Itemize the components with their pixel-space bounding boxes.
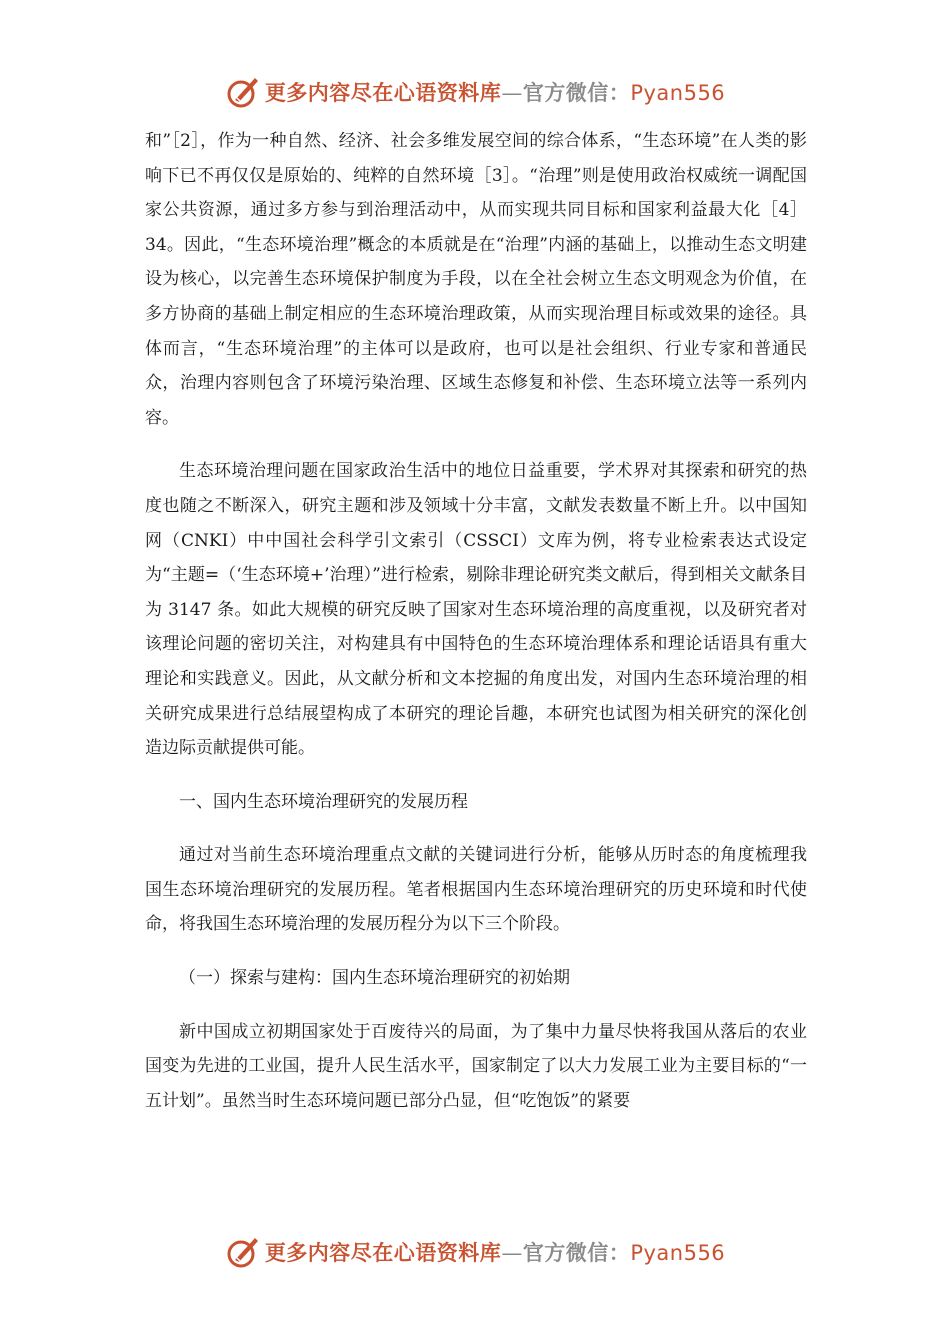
paragraph-4: 新中国成立初期国家处于百废待兴的局面，为了集中力量尽快将我国从落后的农业国变为先进的工业国，提升人民生活水平，国家制定了以大力发展工业为主要目标的“一五计划”。虽然当时生态环境问题已部分凸显，但“吃饱饭”的紧要: [145, 1021, 807, 1111]
footer-banner: [0, 1232, 950, 1272]
paragraph-1: 和”［2］，作为一种自然、经济、社会多维发展空间的综合体系，“生态环境”在人类的影响下已不再仅仅是原始的、纯粹的自然环境［3］。“治理”则是使用政治权威统一调配国家公共资源，通过多方参与到治理活动中，从而实现共同目标和国家利益最大化［4］34。因此，“生态环境治理”概念的本质就是在“治理”内涵的基础上，以推动生态文明建设为核心，以完善生态环境保护制度为手段，以在全社会树立生态文明观念为价值，在多方协商的基础上制定相应的生态环境治理政策，从而实现治理目标或效果的途径。具体而言，“生态环境治理”的主体可以是政府，也可以是社会组织、行业专家和普通民众，治理内容则包含了环境污染治理、区域生态修复和补偿、生态环境立法等一系列内容。: [145, 131, 807, 428]
banner-wechat-handle: Pyan556: [630, 1241, 726, 1265]
header-banner: [0, 72, 950, 112]
banner-wechat-handle: Pyan556: [630, 81, 726, 105]
banner-wechat-label: 官方微信：: [522, 1241, 631, 1265]
banner-brand: 更多内容尽在心语资料库: [264, 1241, 502, 1265]
quill-logo-icon: [225, 1234, 261, 1270]
paragraph-2: 生态环境治理问题在国家政治生活中的地位日益重要，学术界对其探索和研究的热度也随之不断深入，研究主题和涉及领域十分丰富，文献发表数量不断上升。以中国知网（CNKI）中中国社会科学引文索引（CSSCI）文库为例，将专业检索表达式设定为“主题=（‘生态环境+’治理）”进行检索，剔除非理论研究类文献后，得到相关文献条目为 3147 条。如此大规模的研究反映了国家对生态环境治理的高度重视，以及研究者对该理论问题的密切关注，对构建具有中国特色的生态环境治理体系和理论话语具有重大理论和实践意义。因此，从文献分析和文本挖掘的角度出发，对国内生态环境治理的相关研究成果进行总结展望构成了本研究的理论旨趣，本研究也试图为相关研究的深化创造边际贡献提供可能。: [145, 461, 807, 759]
banner-dash: —: [501, 1241, 523, 1265]
section-heading-1: 一、国内生态环境治理研究的发展历程: [179, 791, 468, 812]
quill-logo-icon: [225, 74, 261, 110]
paragraph-3: 通过对当前生态环境治理重点文献的关键词进行分析，能够从历时态的角度梳理我国生态环境治理研究的发展历程。笔者根据国内生态环境治理研究的历史环境和时代使命，将我国生态环境治理的发展历程分为以下三个阶段。: [145, 845, 807, 935]
banner-wechat-label: 官方微信：: [522, 81, 631, 105]
document-body: [145, 124, 807, 1137]
subsection-heading-1: （一）探索与建构：国内生态环境治理研究的初始期: [179, 968, 570, 989]
banner-dash: —: [501, 81, 523, 105]
banner-brand: 更多内容尽在心语资料库: [264, 81, 502, 105]
